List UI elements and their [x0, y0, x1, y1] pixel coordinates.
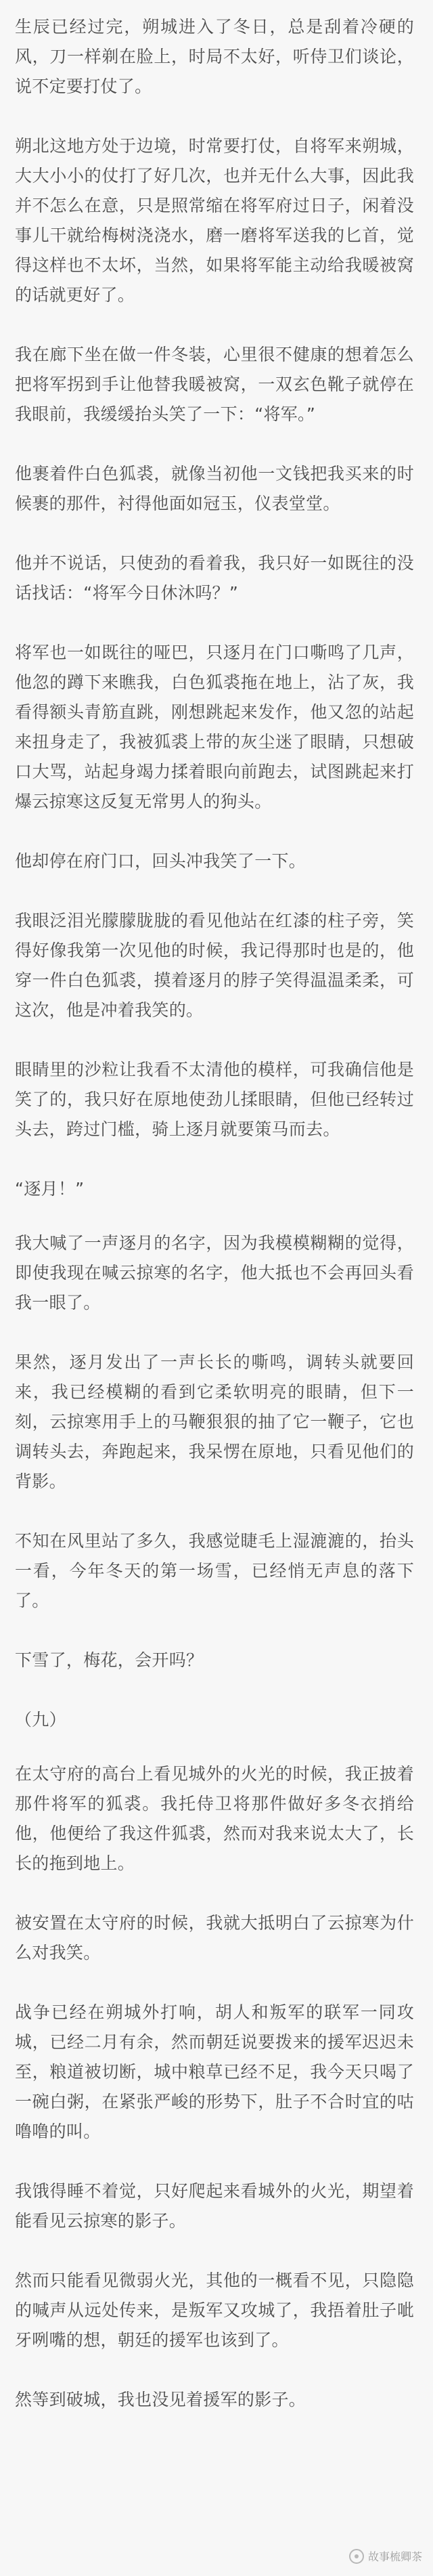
- paragraph-9: 眼睛里的沙粒让我看不太清他的模样，可我确信他是笑了的，我只好在原地使劲儿揉眼睛，但他已经转过头去，跨过门槛，骑上逐月就要策马而去。: [15, 1060, 414, 1139]
- paragraph-10: “逐月！”: [15, 1179, 85, 1199]
- paragraph-16: 在太守府的高台上看见城外的火光的时候，我正披着那件将军的狐裘。我托侍卫将那件做好多冬衣捎给他，他便给了我这件狐裘，然而对我来说太大了，长长的拖到地上。: [15, 1764, 414, 1873]
- paragraph-13: 不知在风里站了多久，我感觉睫毛上湿漉漉的，抬头一看，今年冬天的第一场雪，已经悄无声息的落下了。: [15, 1531, 414, 1610]
- paragraph-11: 我大喊了一声逐月的名字，因为我模模糊糊的觉得，即使我现在喊云掠寒的名字，他大抵也不会再回头看我一眼了。: [15, 1233, 414, 1312]
- watermark-text: 故事梳卿茶: [367, 2550, 422, 2563]
- paragraph-4: 他裹着件白色狐裘，就像当初他一文钱把我买来的时候裹的那件，衬得他面如冠玉，仪表堂堂。: [15, 464, 414, 513]
- paragraph-7: 他却停在府门口，回头冲我笑了一下。: [15, 851, 306, 871]
- paragraph-6: 将军也一如既往的哑巴，只逐月在门口嘶鸣了几声，他忽的蹲下来瞧我，白色狐裘拖在地上，沾了灰，我看得额头青筋直跳，刚想跳起来发作，他又忽的站起来扭身走了，我被狐裘上带的灰尘迷了眼睛，只想破口大骂，站起身竭力揉着眼向前跑去，试图跳起来打爆云掠寒这反复无常男人的狗头。: [15, 643, 414, 811]
- chapter-heading: （九）: [15, 1710, 66, 1730]
- paragraph-20: 然而只能看见微弱火光，其他的一概看不见，只隐隐的喊声从远处传来，是叛军又攻城了，我捂着肚子呲牙咧嘴的想，朝廷的援军也该到了。: [15, 2271, 414, 2350]
- paragraph-2: 朔北这地方处于边境，时常要打仗，自将军来朔城，大大小小的仗打了好几次，也并无什么大事，因此我并不怎么在意，只是照常缩在将军府过日子，闲着没事儿干就给梅树浇浇水，磨一磨将军送我的匕首，觉得这样也不太坏，当然，如果将军能主动给我暖被窝的话就更好了。: [15, 136, 414, 305]
- paragraph-21: 然等到破城，我也没见着援军的影子。: [15, 2390, 306, 2409]
- paragraph-5: 他并不说话，只使劲的看着我，我只好一如既往的没话找话：“将军今日休沐吗？”: [15, 553, 414, 603]
- paragraph-12: 果然，逐月发出了一声长长的嘶鸣，调转头就要回来，我已经模糊的看到它柔软明亮的眼睛，但下一刻，云掠寒用手上的马鞭狠狠的抽了它一鞭子，它也调转头去，奔跑起来，我呆愣在原地，只看见他们的背影。: [15, 1352, 414, 1491]
- paragraph-1: 生辰已经过完，朔城进入了冬日，总是刮着冷硬的风，刀一样剃在脸上，时局不太好，听侍卫们谈论，说不定要打仗了。: [15, 17, 414, 96]
- paragraph-3: 我在廊下坐在做一件冬装，心里很不健康的想着怎么把将军拐到手让他替我暖被窝，一双玄色靴子就停在我眼前，我缓缓抬头笑了一下：“将军。”: [15, 345, 414, 424]
- paragraph-8: 我眼泛泪光朦朦胧胧的看见他站在红漆的柱子旁，笑得好像我第一次见他的时候，我记得那时也是的，他穿一件白色狐裘，摸着逐月的脖子笑得温温柔柔，可这次，他是冲着我笑的。: [15, 911, 414, 1020]
- paragraph-17: 被安置在太守府的时候，我就大抵明白了云掠寒为什么对我笑。: [15, 1913, 414, 1962]
- paragraph-18: 战争已经在朔城外打响，胡人和叛军的联军一同攻城，已经二月有余，然而朝廷说要拨来的援军迟迟未至，粮道被切断，城中粮草已经不足，我今天只喝了一碗白粥，在紧张严峻的形势下，肚子不合时宜的咕噜噜的叫。: [15, 2002, 414, 2141]
- wechat-channel-icon: [349, 2549, 364, 2564]
- watermark: [349, 2548, 422, 2564]
- paragraph-19: 我饿得睡不着觉，只好爬起来看城外的火光，期望着能看见云掠寒的影子。: [15, 2181, 414, 2231]
- paragraph-14: 下雪了，梅花，会开吗？: [15, 1650, 204, 1670]
